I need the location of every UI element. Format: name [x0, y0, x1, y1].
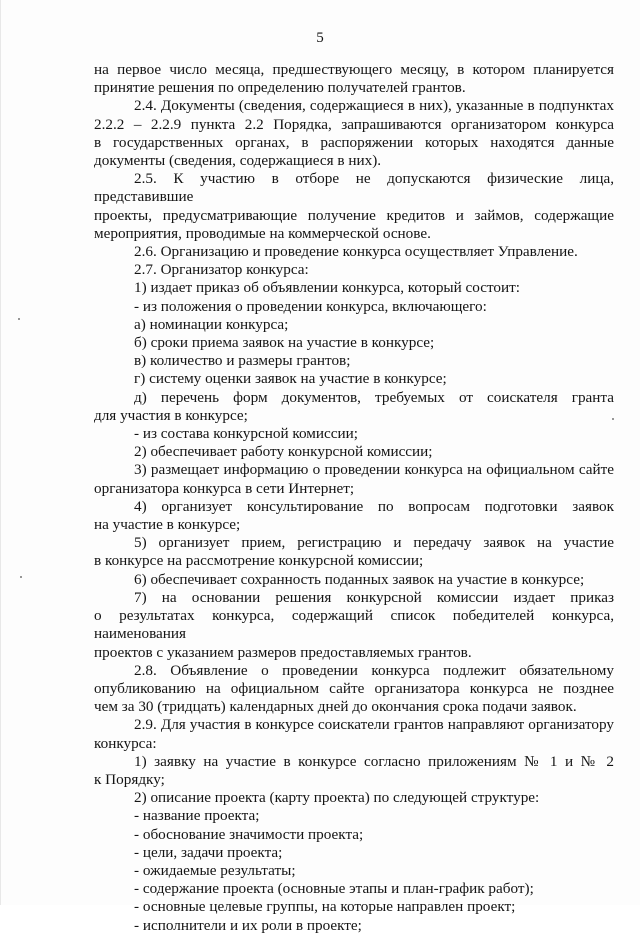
text-line: опубликованию на официальном сайте организатора конкурса не позднее — [94, 679, 614, 697]
text-line: д) перечень форм документов, требуемых от соискателя гранта — [134, 388, 614, 406]
text-line: - обоснование значимости проекта; — [134, 825, 364, 843]
text-line: 7) на основании решения конкурсной комиссии издает приказ — [134, 588, 614, 606]
text-line: принятие решения по определению получателей грантов. — [94, 79, 466, 97]
text-line: о результатах конкурса, содержащий список победителей конкурса, наименования — [94, 607, 614, 643]
text-line: 2.4. Документы (сведения, содержащиеся в них), указанные в подпунктах — [134, 97, 614, 115]
text-line: 2.9. Для участия в конкурсе соискатели грантов направляют организатору — [134, 716, 614, 734]
scan-speck — [18, 318, 20, 320]
text-line: 1) издает приказ об объявлении конкурса, который состоит: — [134, 279, 521, 297]
text-line: на первое число месяца, предшествующего месяцу, в котором планируется — [94, 61, 614, 78]
text-line: - содержание проекта (основные этапы и план-график работ); — [134, 880, 534, 898]
text-line: для участия в конкурсе; — [94, 406, 248, 424]
text-line: б) сроки приема заявок на участие в конкурсе; — [134, 334, 435, 352]
text-line: - исполнители и их роли в проекте; — [134, 916, 362, 934]
text-line: г) систему оценки заявок на участие в конкурсе; — [134, 370, 447, 388]
scan-edge — [0, 0, 1, 905]
scan-speck — [20, 576, 22, 578]
text-line: - из положения о проведении конкурса, включающего: — [134, 297, 487, 315]
text-line: 2) обеспечивает работу конкурсной комиссии; — [134, 443, 433, 461]
text-line: 2.7. Организатор конкурса: — [134, 261, 309, 279]
text-line: 5) организует прием, регистрацию и передачу заявок на участие — [134, 534, 614, 552]
text-line: 2) описание проекта (карту проекта) по следующей структуре: — [134, 789, 540, 807]
text-line: мероприятия, проводимые на коммерческой основе. — [94, 224, 431, 242]
text-line: 6) обеспечивает сохранность поданных заявок на участие в конкурсе; — [134, 570, 585, 588]
text-line: организатора конкурса в сети Интернет; — [94, 479, 355, 497]
text-line: к Порядку; — [94, 770, 165, 788]
text-line: 2.6. Организацию и проведение конкурса осуществляет Управление. — [134, 243, 578, 261]
text-line: проекты, предусматривающие получение кредитов и займов, содержащие — [94, 206, 614, 224]
text-line: 4) организует консультирование по вопросам подготовки заявок — [134, 497, 614, 515]
text-line: - из состава конкурсной комиссии; — [134, 425, 358, 443]
text-line: - ожидаемые результаты; — [134, 861, 296, 879]
page-number: 5 — [316, 30, 324, 46]
text-line: - цели, задачи проекта; — [134, 843, 283, 861]
text-line: в) количество и размеры грантов; — [134, 352, 351, 370]
scan-speck — [612, 418, 614, 420]
text-line: - основные целевые группы, на которые направлен проект; — [134, 898, 516, 916]
text-line: 2.2.2 – 2.2.9 пункта 2.2 Порядка, запрашиваются организатором конкурса — [94, 115, 614, 133]
text-line: 1) заявку на участие в конкурсе согласно приложениям № 1 и № 2 — [134, 752, 614, 770]
text-line: в государственных органах, в распоряжении которых находятся данные — [94, 133, 614, 151]
text-line: 2.5. К участию в отборе не допускаются физические лица, представившие — [94, 170, 614, 206]
text-line: проектов с указанием размеров предоставляемых грантов. — [94, 643, 472, 661]
text-line: чем за 30 (тридцать) календарных дней до окончания срока подачи заявок. — [94, 698, 577, 716]
text-line: документы (сведения, содержащиеся в них). — [94, 152, 382, 170]
text-line: на участие в конкурсе; — [94, 516, 241, 534]
text-line: - название проекта; — [134, 807, 260, 825]
text-line: в конкурсе на рассмотрение конкурсной комиссии; — [94, 552, 424, 570]
text-line: 3) размещает информацию о проведении конкурса на официальном сайте — [134, 461, 614, 479]
text-line: 2.8. Объявление о проведении конкурса подлежит обязательному — [134, 661, 614, 679]
document-body — [94, 61, 614, 935]
text-line: а) номинации конкурса; — [134, 315, 289, 333]
text-line: конкурса: — [94, 734, 157, 752]
